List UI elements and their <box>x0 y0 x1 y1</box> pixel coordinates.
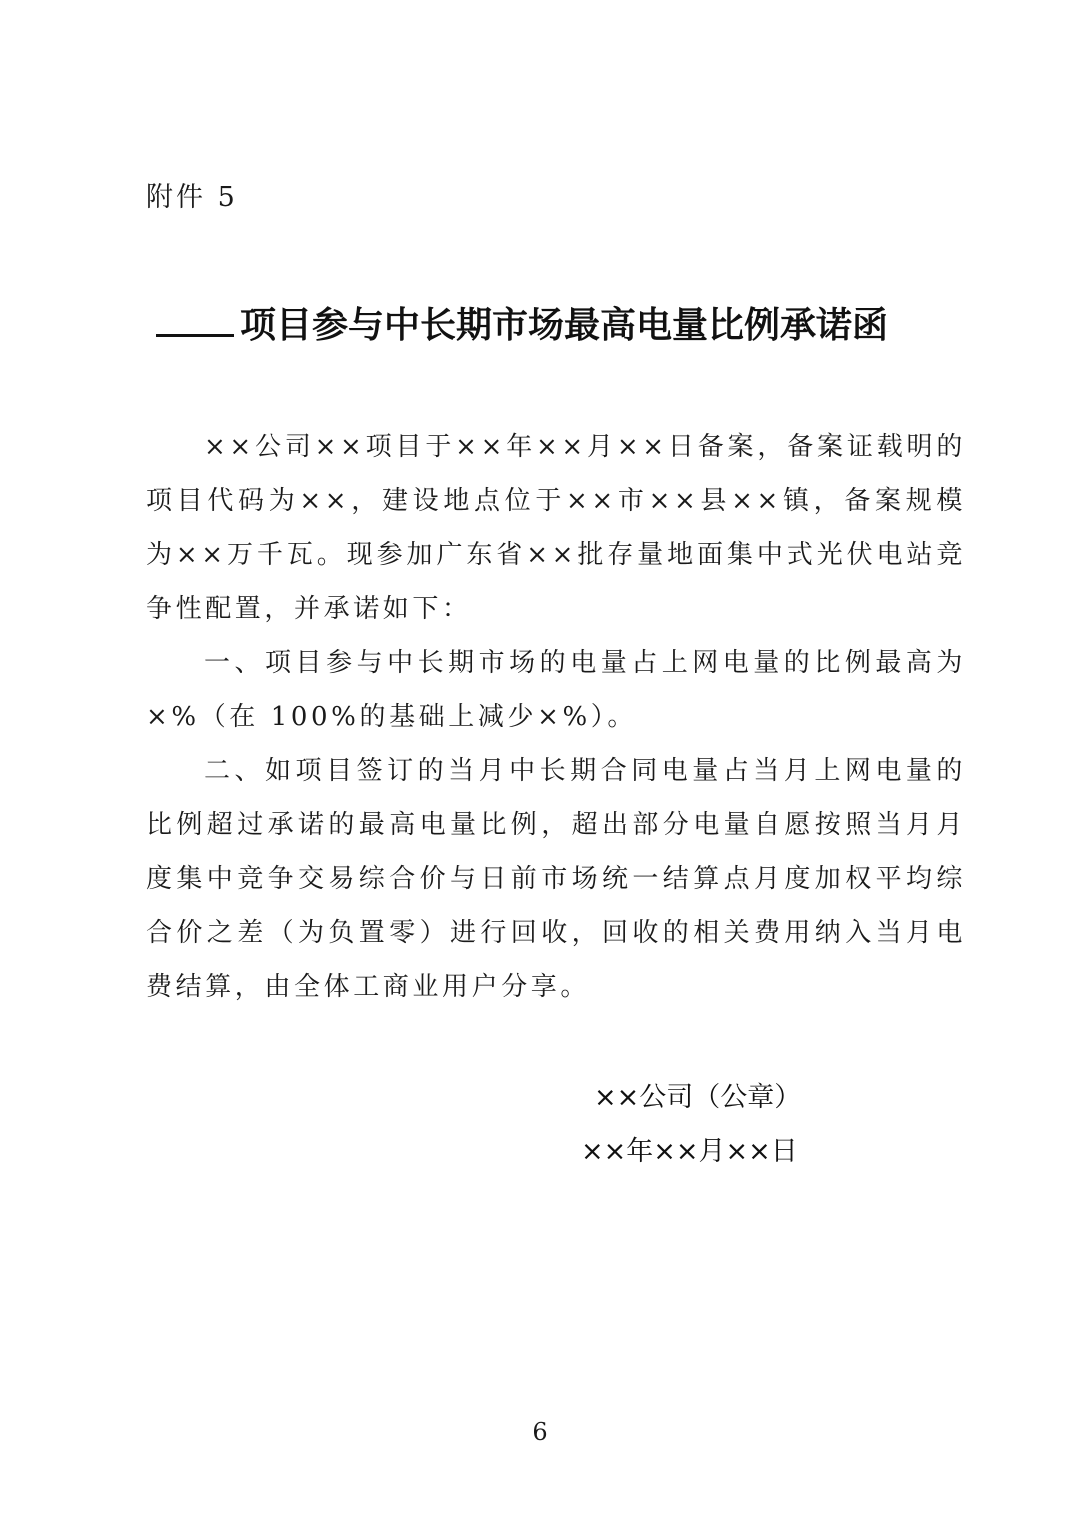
signature-date: ××年××月××日 <box>581 1136 798 1167</box>
paragraph-commitment-2: 二、如项目签订的当月中长期合同电量占当月上网电量的比例超过承诺的最高电量比例，超出部分电量自愿按照当月月度集中竞争交易综合价与日前市场统一结算点月度加权平均综合价之差（为负置零）进行回收，回收的相关费用纳入当月电费结算，由全体工商业用户分享。 <box>146 756 966 1002</box>
title-text: 项目参与中长期市场最高电量比例承诺函 <box>240 305 889 346</box>
page-number: 6 <box>532 1418 548 1446</box>
title-blank-underline <box>156 304 234 337</box>
document-title <box>156 300 976 352</box>
document-body <box>146 420 966 1014</box>
attachment-label: 附件 5 <box>146 182 238 213</box>
paragraph-intro: ××公司××项目于××年××月××日备案，备案证载明的项目代码为××，建设地点位于××市××县××镇，备案规模为××万千瓦。现参加广东省××批存量地面集中式光伏电站竞争性配置，并承诺如下： <box>146 432 966 624</box>
paragraph-commitment-1: 一、项目参与中长期市场的电量占上网电量的比例最高为×%（在 100%的基础上减少×%）。 <box>146 648 966 732</box>
signature-company: ××公司（公章） <box>594 1082 802 1113</box>
